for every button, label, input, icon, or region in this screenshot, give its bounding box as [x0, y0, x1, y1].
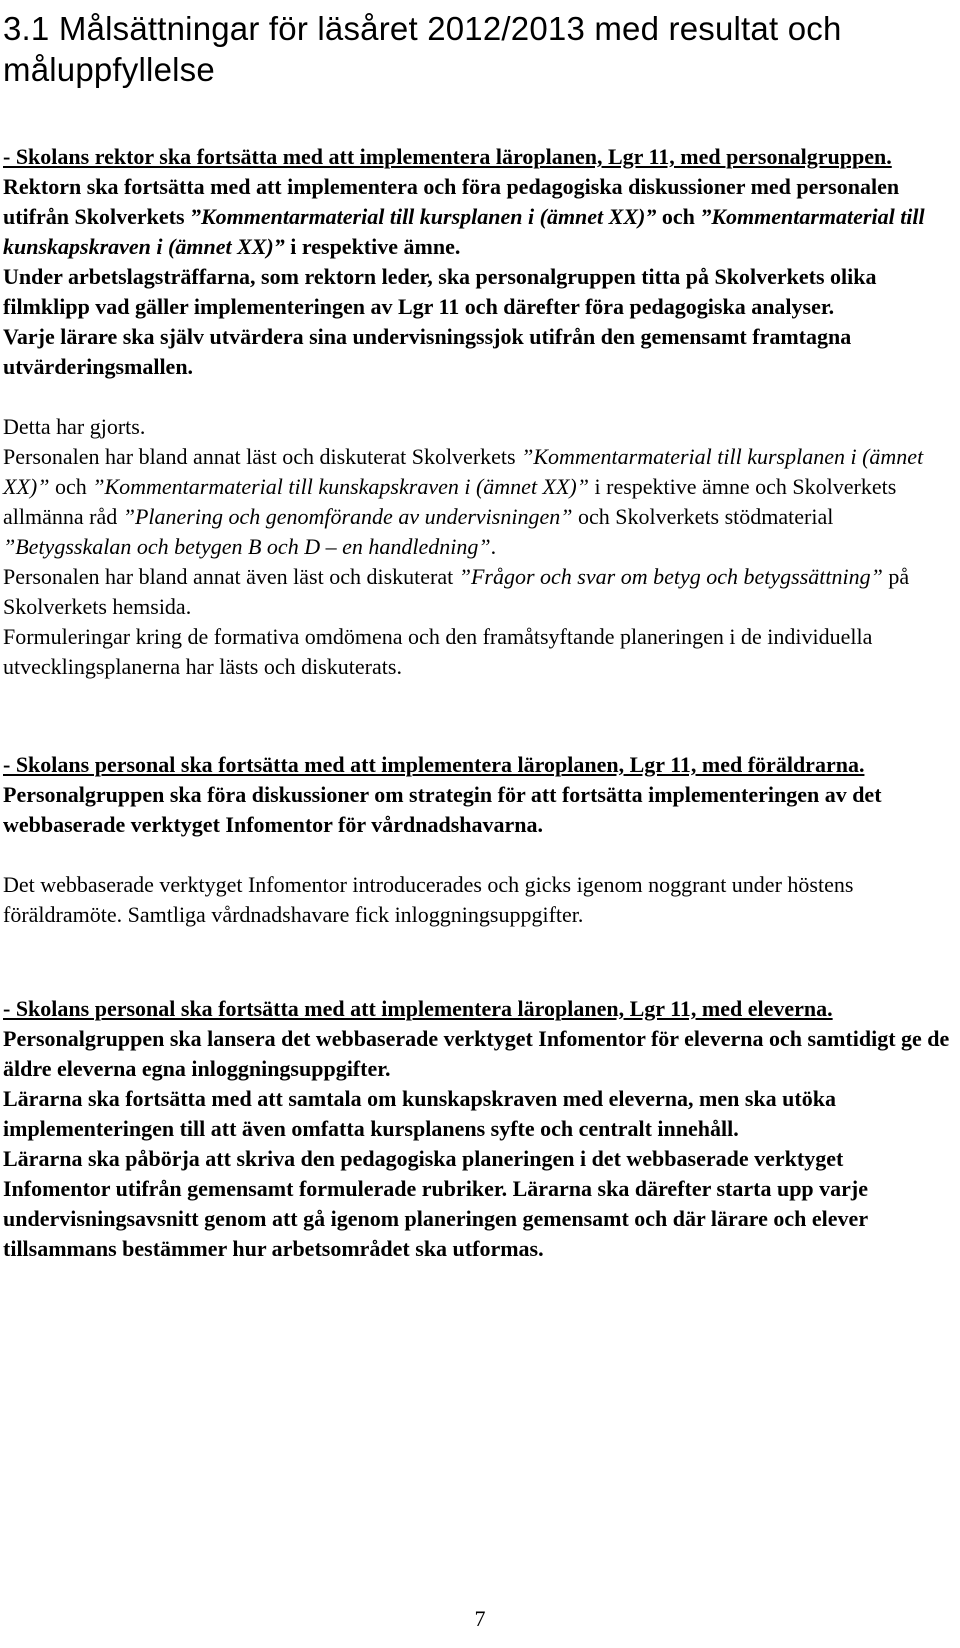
goal-paragraph: Personalgruppen ska föra diskussioner om strategin för att fortsätta implementeringen av det webbaserade verktyget Infomentor för vårdnadshavarna. — [3, 782, 882, 837]
section-heading: 3.1 Målsättningar för läsåret 2012/2013 med resultat och måluppfyllelse — [3, 10, 842, 88]
goal-paragraph — [3, 172, 953, 262]
page-number: 7 — [474, 1606, 486, 1631]
result-text: Personalen har bland annat även läst och diskuterat — [3, 564, 459, 589]
result-ref-title: ”Frågor och svar om betyg och betygssättning” — [458, 564, 883, 589]
result-paragraph: Formuleringar kring de formativa omdömena och den framåtsyftande planeringen i de individuella utvecklingsplanerna har lästs och diskuterats. — [3, 624, 873, 679]
result-text: och Skolverkets stödmaterial — [572, 504, 834, 529]
goal-paragraph: Lärarna ska påbörja att skriva den pedagogiska planeringen i det webbaserade verktyget Infomentor utifrån gemensamt formulerade rubriker. Lärarna ska därefter starta upp varje undervisningsavsnitt genom att gå igenom planeringen gemensamt och där lärare och elever tillsammans bestämmer hur arbetsområdet ska utformas. — [3, 1146, 869, 1261]
result-ref-title: ”Kommentarmaterial till kursplanen i (ämnet XX)” — [3, 444, 924, 499]
goal-paragraph: Lärarna ska fortsätta med att samtala om kunskapskraven med eleverna, men ska utöka implementeringen till att även omfatta kursplanens syfte och centralt innehåll. — [3, 1086, 836, 1141]
result-ref-title: ”Kommentarmaterial till kunskapskraven i (ämnet XX)” — [92, 474, 589, 499]
goal-paragraph: Varje lärare ska själv utvärdera sina undervisningssjok utifrån den gemensamt framtagna utvärderingsmallen. — [3, 324, 852, 379]
result-ref-title: ”Betygsskalan och betygen B och D – en handledning” — [3, 534, 491, 559]
goal-title: - Skolans personal ska fortsätta med att implementera läroplanen, Lgr 11, med eleverna. — [3, 996, 833, 1021]
result-paragraph: Det webbaserade verktyget Infomentor introducerades och gicks igenom noggrant under höstens föräldramöte. Samtliga vårdnadshavare fick inloggningsuppgifter. — [3, 872, 854, 927]
goal-section-students — [3, 994, 953, 1264]
goal-title: - Skolans rektor ska fortsätta med att implementera läroplanen, Lgr 11, med personalgruppen. — [3, 144, 892, 169]
result-text: i respektive ämne och Skolverkets allmänna råd — [3, 474, 897, 529]
result-intro: Detta har gjorts. — [3, 414, 146, 439]
goal-title: - Skolans personal ska fortsätta med att implementera läroplanen, Lgr 11, med föräldrarna. — [3, 752, 865, 777]
result-text: och — [49, 474, 93, 499]
result-paragraph — [3, 562, 953, 622]
result-ref-title: ”Planering och genomförande av undervisningen” — [122, 504, 573, 529]
goal-text: i respektive ämne. — [284, 234, 461, 259]
goal-section-parents — [3, 750, 953, 930]
goal-text: och — [656, 204, 701, 229]
goal-ref-title: ”Kommentarmaterial till kunskapskraven i (ämnet XX)” — [3, 204, 925, 259]
result-paragraph — [3, 442, 953, 562]
result-text: på Skolverkets hemsida. — [3, 564, 910, 619]
result-text: . — [490, 534, 497, 559]
result-text: Personalen har bland annat läst och diskuterat Skolverkets — [3, 444, 522, 469]
goal-ref-title: ”Kommentarmaterial till kursplanen i (ämnet XX)” — [190, 204, 657, 229]
goal-text: Rektorn ska fortsätta med att implementera och föra pedagogiska diskussioner med personalen utifrån Skolverkets — [3, 174, 900, 229]
document-page — [3, 0, 953, 1264]
goal-paragraph: Personalgruppen ska lansera det webbaserade verktyget Infomentor för eleverna och samtidigt ge de äldre eleverna egna inloggningsuppgifter. — [3, 1026, 950, 1081]
goal-paragraph: Under arbetslagsträffarna, som rektorn leder, ska personalgruppen titta på Skolverkets olika filmklipp vad gäller implementeringen av Lgr 11 och därefter föra pedagogiska analyser. — [3, 264, 877, 319]
goal-section-principal — [3, 142, 953, 682]
